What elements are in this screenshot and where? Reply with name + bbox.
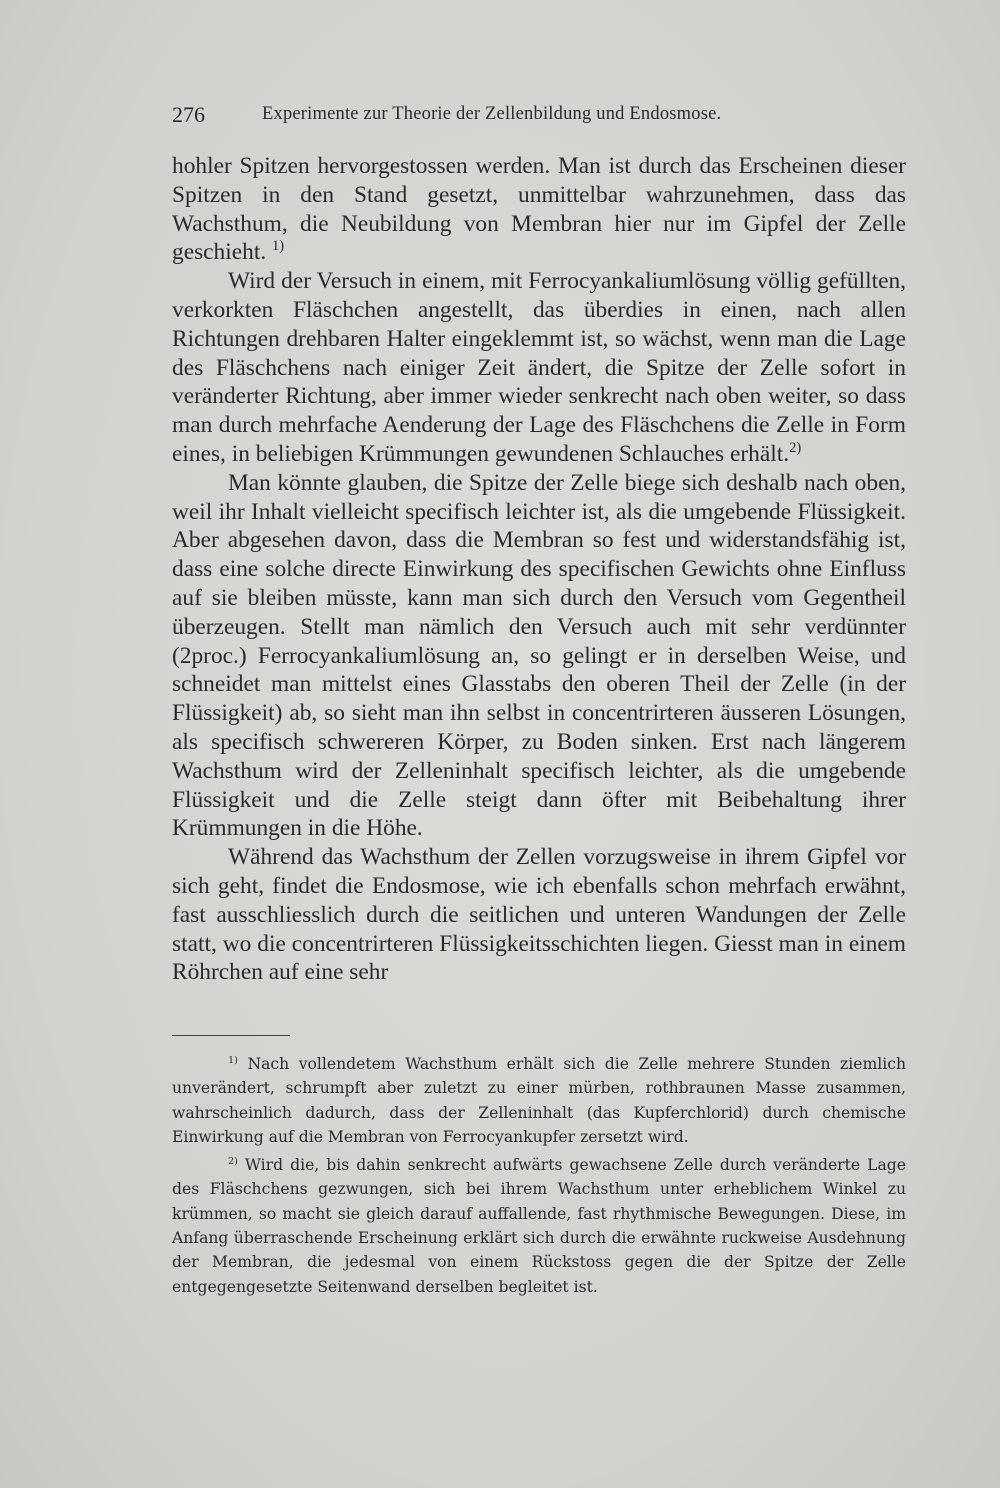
footnote-1-text: Nach vollendetem Wachsthum erhält sich die Zelle mehrere Stunden ziemlich unverändert, schrumpft aber zuletzt zu einer mürben, rothbraunen Masse zusammen, wahrscheinlich dadurch, dass der Zelleninhalt (das Kupferchlorid) durch chemische Einwirkung auf die Membran von Ferrocyankupfer zersetzt wird. (172, 1055, 906, 1146)
paragraph-1 (172, 152, 906, 267)
footnotes (172, 1052, 906, 1299)
page-number: 276 (172, 102, 205, 127)
paragraph-2-text: Wird der Versuch in einem, mit Ferrocyankaliumlösung völlig gefüllten, verkorkten Fläschchen angestellt, das überdies in einen, nach allen Richtungen drehbaren Halter eingeklemmt ist, so wächst, wenn man die Lage des Fläschchens nach einiger Zeit ändert, die Spitze der Zelle sofort in veränderter Richtung, aber immer wieder senkrecht nach oben weiter, so dass man durch mehrfache Aenderung der Lage des Fläschchens die Zelle in Form eines, in beliebigen Krümmungen gewundenen Schlauches erhält. (172, 268, 906, 467)
footnote-2-mark: 2) (228, 1156, 238, 1167)
footnote-1 (172, 1052, 906, 1149)
running-header (172, 102, 812, 132)
body-text (172, 152, 906, 987)
paragraph-3-text: Man könnte glauben, die Spitze der Zelle biege sich deshalb nach oben, weil ihr Inhalt vielleicht specifisch leichter ist, als die umgebende Flüssigkeit. Aber abgesehen davon, dass die Membran so fest und widerstandsfähig ist, dass eine solche directe Einwirkung des specifischen Gewichts ohne Einfluss auf sie bleiben müsste, kann man sich durch den Versuch vom Gegentheil überzeugen. Stellt man nämlich den Versuch auch mit sehr verdünnter (2proc.) Ferrocyankaliumlösung an, so gelingt er in derselben Weise, und schneidet man mittelst eines Glasstabs den oberen Theil der Zelle (in der Flüssigkeit) ab, so sieht man ihn selbst in concentrirteren äusseren Lösungen, als specifisch schwereren Körper, zu Boden sinken. Erst nach längerem Wachsthum wird der Zelleninhalt specifisch leichter, als die umgebende Flüssigkeit und die Zelle steigt dann öfter mit Beibehaltung ihrer Krümmungen in die Höhe. (172, 469, 906, 842)
footnote-2-text: Wird die, bis dahin senkrecht aufwärts gewachsene Zelle durch veränderte Lage des Fläschchens gezwungen, sich bei ihrem Wachsthum unter erheblichem Winkel zu krümmen, so macht sie gleich darauf auffallende, fast rhythmische Bewegungen. Diese, im Anfang überraschende Erscheinung erklärt sich durch die erwähnte ruckweise Ausdehnung der Membran, die jedesmal von einem Rückstoss gegen die der Spitze der Zelle entgegengesetzte Seitenwand derselben begleitet ist. (172, 1156, 906, 1296)
footnote-divider (172, 1035, 290, 1036)
footnote-1-mark: 1) (228, 1054, 238, 1066)
footnote-2 (172, 1153, 906, 1299)
paragraph-4-text: Während das Wachsthum der Zellen vorzugsweise in ihrem Gipfel vor sich geht, findet die Endosmose, wie ich ebenfalls schon mehrfach erwähnt, fast ausschliesslich durch die seitlichen und unteren Wandungen der Zelle statt, wo die concentrirteren Flüssigkeitsschichten liegen. Giesst man in einem Röhrchen auf eine sehr (172, 844, 906, 986)
footnote-ref-1: 1) (272, 238, 285, 255)
footnote-ref-2: 2) (789, 440, 802, 457)
paragraph-1-text: hohler Spitzen hervorgestossen werden. Man ist durch das Erscheinen dieser Spitzen in den Stand gesetzt, unmittelbar wahrzunehmen, dass das Wachsthum, die Neubildung von Membran hier nur im Gipfel der Zelle geschieht. (172, 153, 906, 266)
paragraph-2 (172, 267, 906, 469)
paragraph-4 (172, 843, 906, 987)
running-head-title: Experimente zur Theorie der Zellenbildung und Endosmose. (262, 104, 722, 124)
paragraph-3 (172, 469, 906, 843)
